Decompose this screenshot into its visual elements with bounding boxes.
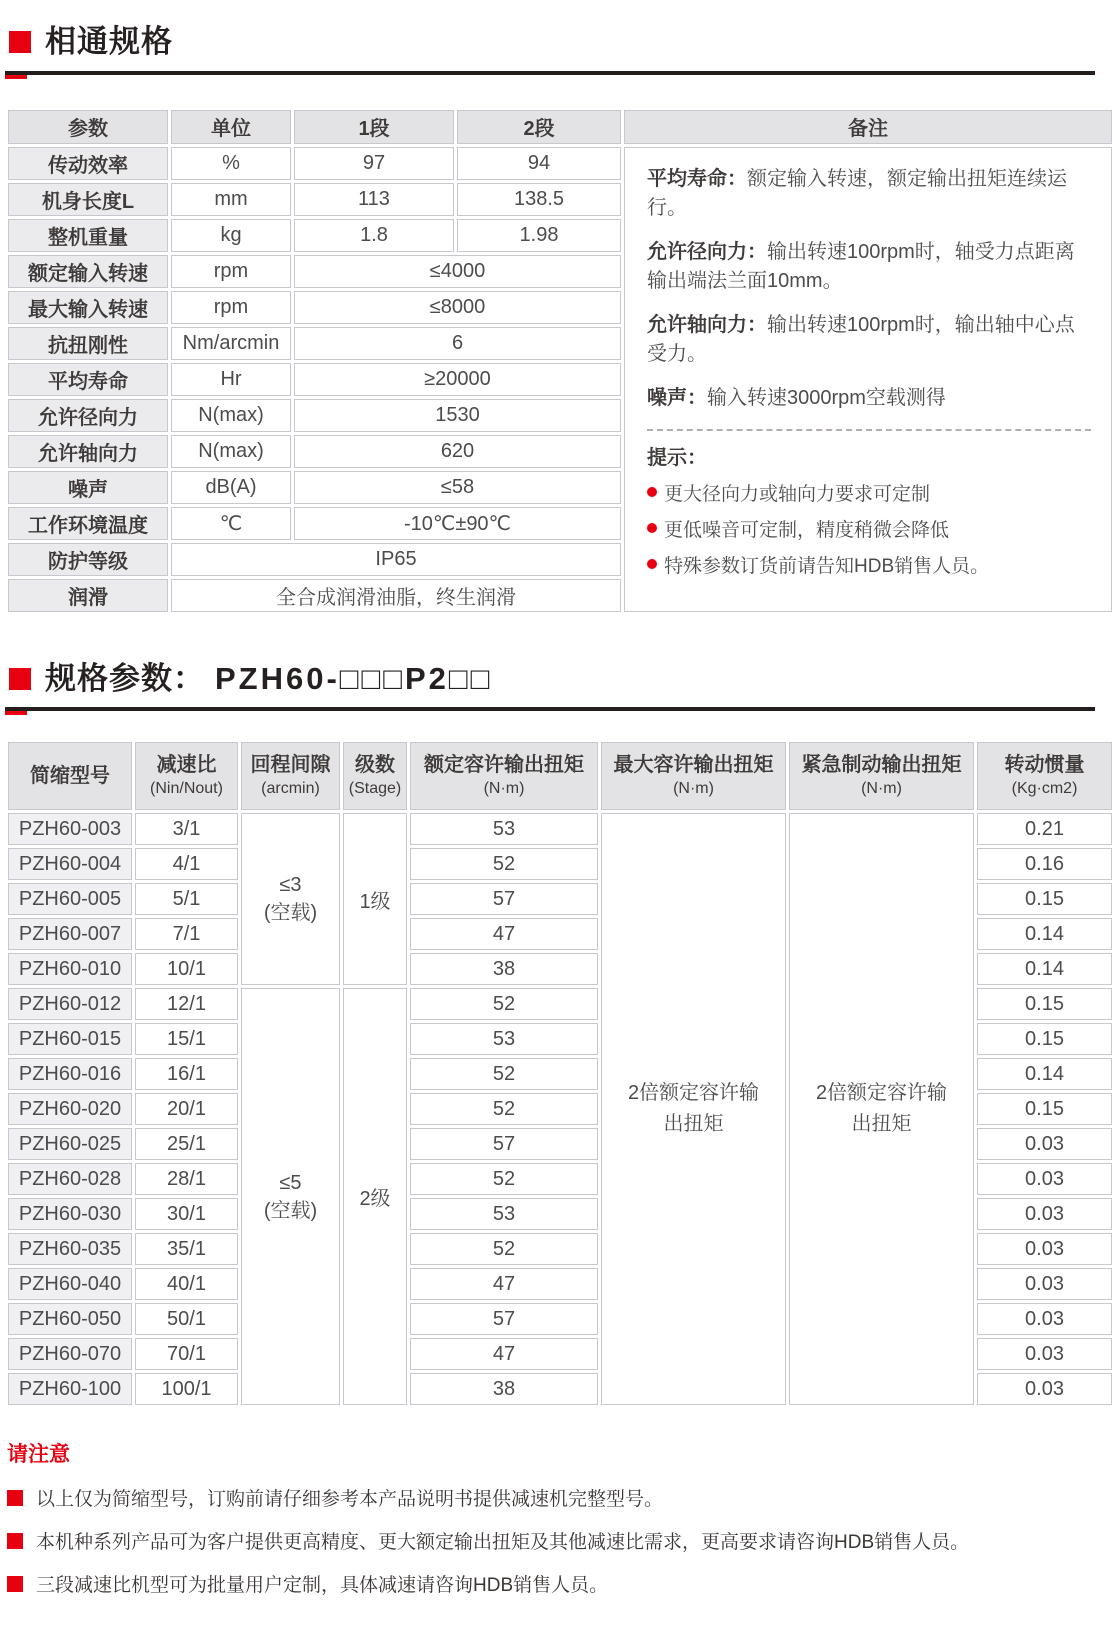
param-label: 抗扭刚性 (8, 327, 168, 360)
ratio-cell: 70/1 (135, 1338, 238, 1370)
unit-cell: ℃ (171, 507, 291, 540)
unit-cell: dB(A) (171, 471, 291, 504)
ratio-cell: 20/1 (135, 1093, 238, 1125)
inertia-cell: 0.14 (977, 1058, 1112, 1090)
tip-text: 特殊参数订货前请告知HDB销售人员。 (664, 555, 990, 577)
inertia-cell: 0.15 (977, 988, 1112, 1020)
col-stage1: 1段 (294, 110, 454, 144)
section1-title-text: 相通规格 (45, 24, 173, 59)
model-cell: PZH60-016 (8, 1058, 132, 1090)
remark-paragraph (647, 165, 1091, 223)
brake-torque-merged-cell: 2倍额定容许输出扭矩 (789, 813, 974, 1405)
notice-text: 以上仅为简缩型号，订购前请仔细参考本产品说明书提供减速机完整型号。 (36, 1489, 664, 1511)
rated-torque-cell: 52 (410, 1093, 598, 1125)
inertia-cell: 0.03 (977, 1198, 1112, 1230)
bullet-dot-icon (647, 523, 657, 533)
section2-title (5, 660, 1095, 712)
unit-cell: % (171, 147, 291, 180)
section2-title-text: 规格参数： (45, 660, 205, 696)
remark-text: 输出转速100rpm时，轴受力点距离输出端法兰面10mm。 (647, 240, 1075, 292)
red-square-icon (9, 31, 31, 53)
ratio-cell: 100/1 (135, 1373, 238, 1405)
inertia-cell: 0.21 (977, 813, 1112, 845)
param-label: 整机重量 (8, 219, 168, 252)
param-label: 工作环境温度 (8, 507, 168, 540)
backlash-group1-cell: ≤3 (空载) (241, 813, 340, 985)
section2-title-model: PZH60-□□□P2□□ (215, 660, 493, 696)
inertia-cell: 0.03 (977, 1338, 1112, 1370)
inertia-cell: 0.03 (977, 1163, 1112, 1195)
remark-text: 输出转速100rpm时，输出轴中心点受力。 (647, 313, 1075, 365)
value-cell: 1530 (294, 399, 621, 432)
model-cell: PZH60-010 (8, 953, 132, 985)
unit-cell: N(max) (171, 435, 291, 468)
rated-torque-cell: 57 (410, 883, 598, 915)
value-cell: ≤58 (294, 471, 621, 504)
ratio-cell: 35/1 (135, 1233, 238, 1265)
value-cell: 113 (294, 183, 454, 216)
model-cell: PZH60-050 (8, 1303, 132, 1335)
param-label: 润滑 (8, 579, 168, 612)
unit-cell: rpm (171, 291, 291, 324)
notice-text: 本机种系列产品可为客户提供更高精度、更大额定输出扭矩及其他减速比需求，更高要求请咨询HDB销售人员。 (36, 1532, 970, 1554)
rated-torque-cell: 52 (410, 1233, 598, 1265)
unit-cell: mm (171, 183, 291, 216)
param-label: 噪声 (8, 471, 168, 504)
stage-group2-cell: 2级 (343, 988, 407, 1405)
common-spec-table (5, 107, 1115, 615)
model-cell: PZH60-004 (8, 848, 132, 880)
value-cell: 6 (294, 327, 621, 360)
inertia-cell: 0.14 (977, 918, 1112, 950)
col-max-torque: 最大容许输出扭矩 (N·m) (601, 742, 786, 810)
remark-term: 允许轴向力： (647, 313, 767, 336)
rated-torque-cell: 57 (410, 1128, 598, 1160)
inertia-cell: 0.15 (977, 1023, 1112, 1055)
inertia-cell: 0.03 (977, 1128, 1112, 1160)
rated-torque-cell: 47 (410, 1338, 598, 1370)
ratio-cell: 15/1 (135, 1023, 238, 1055)
param-label: 额定输入转速 (8, 255, 168, 288)
param-label: 机身长度L (8, 183, 168, 216)
col-model: 简缩型号 (8, 742, 132, 810)
remark-term: 平均寿命： (647, 167, 747, 190)
ratio-cell: 5/1 (135, 883, 238, 915)
remark-text: 输入转速3000rpm空载测得 (707, 386, 946, 409)
tip-text: 更低噪音可定制，精度稍微会降低 (664, 519, 950, 541)
backlash-group2-cell: ≤5 (空载) (241, 988, 340, 1405)
remark-term: 噪声： (647, 386, 707, 409)
rated-torque-cell: 52 (410, 848, 598, 880)
model-cell: PZH60-020 (8, 1093, 132, 1125)
value-cell: 97 (294, 147, 454, 180)
table-header-row (8, 742, 1112, 810)
model-spec-table (5, 739, 1115, 1408)
param-label: 平均寿命 (8, 363, 168, 396)
ratio-cell: 16/1 (135, 1058, 238, 1090)
unit-cell: kg (171, 219, 291, 252)
value-cell: ≥20000 (294, 363, 621, 396)
value-cell: ≤8000 (294, 291, 621, 324)
value-cell: 620 (294, 435, 621, 468)
param-label: 最大输入转速 (8, 291, 168, 324)
model-cell: PZH60-003 (8, 813, 132, 845)
model-cell: PZH60-040 (8, 1268, 132, 1300)
section1-title (5, 26, 1095, 75)
unit-cell: Hr (171, 363, 291, 396)
param-label: 防护等级 (8, 543, 168, 576)
rated-torque-cell: 53 (410, 813, 598, 845)
remark-text: 额定输入转速，额定输出扭矩连续运行。 (647, 167, 1067, 219)
inertia-cell: 0.03 (977, 1268, 1112, 1300)
param-label: 允许径向力 (8, 399, 168, 432)
inertia-cell: 0.03 (977, 1303, 1112, 1335)
red-square-bullet-icon (7, 1533, 23, 1549)
ratio-cell: 28/1 (135, 1163, 238, 1195)
red-square-bullet-icon (7, 1576, 23, 1592)
notice-item (7, 1527, 1115, 1554)
ratio-cell: 4/1 (135, 848, 238, 880)
rated-torque-cell: 53 (410, 1023, 598, 1055)
value-cell: ≤4000 (294, 255, 621, 288)
unit-cell: N(max) (171, 399, 291, 432)
rated-torque-cell: 52 (410, 988, 598, 1020)
tip-item (647, 479, 1091, 506)
ratio-cell: 40/1 (135, 1268, 238, 1300)
ratio-cell: 50/1 (135, 1303, 238, 1335)
red-square-icon (9, 668, 31, 690)
table-row (8, 147, 1112, 180)
model-cell: PZH60-005 (8, 883, 132, 915)
inertia-cell: 0.15 (977, 883, 1112, 915)
value-cell: 138.5 (457, 183, 621, 216)
model-cell: PZH60-070 (8, 1338, 132, 1370)
remark-paragraph (647, 311, 1091, 369)
notice-item (7, 1570, 1115, 1597)
rated-torque-cell: 53 (410, 1198, 598, 1230)
inertia-cell: 0.03 (977, 1373, 1112, 1405)
remark-term: 允许径向力： (647, 240, 767, 263)
remarks-cell (624, 147, 1112, 612)
ratio-cell: 10/1 (135, 953, 238, 985)
inertia-cell: 0.14 (977, 953, 1112, 985)
red-tick-decoration (5, 711, 27, 715)
value-cell: 1.8 (294, 219, 454, 252)
bullet-dot-icon (647, 487, 657, 497)
stage-group1-cell: 1级 (343, 813, 407, 985)
spec-row (8, 813, 1112, 845)
notice-title: 请注意 (7, 1443, 70, 1467)
value-cell: 1.98 (457, 219, 621, 252)
col-unit: 单位 (171, 110, 291, 144)
ratio-cell: 30/1 (135, 1198, 238, 1230)
col-param: 参数 (8, 110, 168, 144)
value-cell: 94 (457, 147, 621, 180)
rated-torque-cell: 52 (410, 1163, 598, 1195)
ratio-cell: 12/1 (135, 988, 238, 1020)
value-cell: 全合成润滑油脂，终生润滑 (171, 579, 621, 612)
param-label: 允许轴向力 (8, 435, 168, 468)
model-cell: PZH60-100 (8, 1373, 132, 1405)
rated-torque-cell: 47 (410, 1268, 598, 1300)
ratio-cell: 7/1 (135, 918, 238, 950)
tip-text: 更大径向力或轴向力要求可定制 (664, 483, 931, 505)
model-cell: PZH60-015 (8, 1023, 132, 1055)
col-ratio: 减速比 (Nin/Nout) (135, 742, 238, 810)
inertia-cell: 0.03 (977, 1233, 1112, 1265)
ratio-cell: 25/1 (135, 1128, 238, 1160)
model-cell: PZH60-007 (8, 918, 132, 950)
remark-paragraph (647, 238, 1091, 296)
model-cell: PZH60-025 (8, 1128, 132, 1160)
red-square-bullet-icon (7, 1490, 23, 1506)
col-stage: 级数 (Stage) (343, 742, 407, 810)
rated-torque-cell: 52 (410, 1058, 598, 1090)
remark-paragraph (647, 384, 1091, 413)
red-tick-decoration (5, 75, 27, 79)
unit-cell: Nm/arcmin (171, 327, 291, 360)
dashed-divider (647, 429, 1091, 431)
value-cell: IP65 (171, 543, 621, 576)
inertia-cell: 0.16 (977, 848, 1112, 880)
rated-torque-cell: 38 (410, 953, 598, 985)
ratio-cell: 3/1 (135, 813, 238, 845)
col-backlash: 回程间隙 (arcmin) (241, 742, 340, 810)
rated-torque-cell: 38 (410, 1373, 598, 1405)
col-remark: 备注 (624, 110, 1112, 144)
max-torque-merged-cell: 2倍额定容许输出扭矩 (601, 813, 786, 1405)
col-inertia: 转动惯量 (Kg·cm2) (977, 742, 1112, 810)
bullet-dot-icon (647, 559, 657, 569)
notice-section (5, 1438, 1115, 1597)
rated-torque-cell: 47 (410, 918, 598, 950)
model-cell: PZH60-012 (8, 988, 132, 1020)
value-cell: -10℃±90℃ (294, 507, 621, 540)
notice-item (7, 1484, 1115, 1511)
model-cell: PZH60-030 (8, 1198, 132, 1230)
param-label: 传动效率 (8, 147, 168, 180)
rated-torque-cell: 57 (410, 1303, 598, 1335)
table-header-row (8, 110, 1112, 144)
col-rated-torque: 额定容许输出扭矩 (N·m) (410, 742, 598, 810)
inertia-cell: 0.15 (977, 1093, 1112, 1125)
tip-item (647, 515, 1091, 542)
unit-cell: rpm (171, 255, 291, 288)
model-cell: PZH60-028 (8, 1163, 132, 1195)
col-brake-torque: 紧急制动输出扭矩 (N·m) (789, 742, 974, 810)
tip-item (647, 551, 1091, 578)
col-stage2: 2段 (457, 110, 621, 144)
model-cell: PZH60-035 (8, 1233, 132, 1265)
notice-text: 三段减速比机型可为批量用户定制，具体减速请咨询HDB销售人员。 (36, 1575, 609, 1597)
tips-title: 提示： (647, 446, 707, 469)
